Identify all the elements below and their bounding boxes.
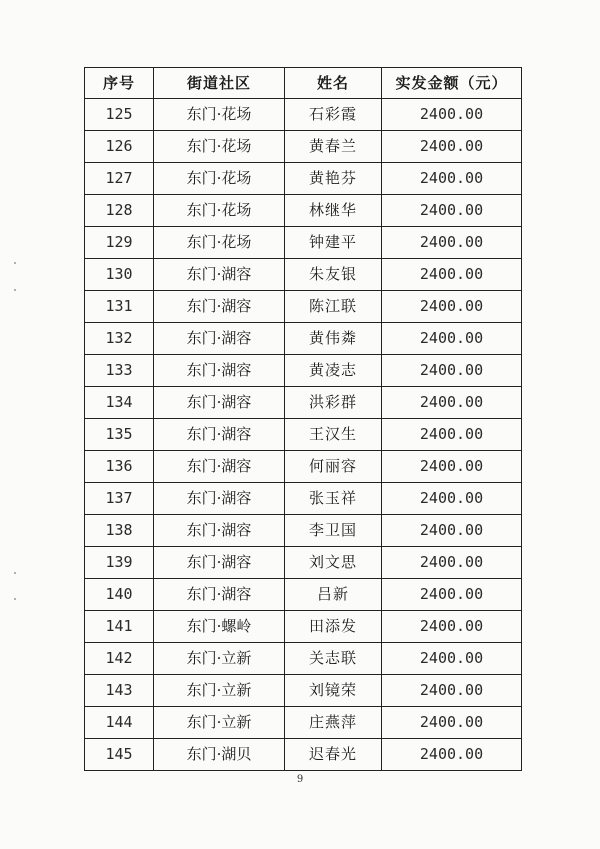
table-row bbox=[85, 99, 522, 131]
row-street: 东门·湖容 bbox=[154, 547, 285, 579]
row-name: 林继华 bbox=[285, 195, 382, 227]
row-street: 东门·湖容 bbox=[154, 291, 285, 323]
row-number: 135 bbox=[85, 419, 154, 451]
row-amount: 2400.00 bbox=[382, 99, 522, 131]
row-name: 张玉祥 bbox=[285, 483, 382, 515]
row-amount: 2400.00 bbox=[382, 259, 522, 291]
row-name: 朱友银 bbox=[285, 259, 382, 291]
row-street: 东门·湖容 bbox=[154, 387, 285, 419]
row-street: 东门·湖容 bbox=[154, 355, 285, 387]
row-street: 东门·花场 bbox=[154, 195, 285, 227]
table-row bbox=[85, 547, 522, 579]
table-row bbox=[85, 707, 522, 739]
row-name: 陈江联 bbox=[285, 291, 382, 323]
table-row bbox=[85, 675, 522, 707]
row-name: 洪彩群 bbox=[285, 387, 382, 419]
table-body bbox=[85, 99, 522, 771]
row-number: 140 bbox=[85, 579, 154, 611]
header-no: 序号 bbox=[85, 68, 154, 99]
row-number: 128 bbox=[85, 195, 154, 227]
table-row bbox=[85, 227, 522, 259]
row-street: 东门·湖容 bbox=[154, 419, 285, 451]
row-number: 145 bbox=[85, 739, 154, 771]
table-row bbox=[85, 291, 522, 323]
row-amount: 2400.00 bbox=[382, 451, 522, 483]
row-amount: 2400.00 bbox=[382, 547, 522, 579]
scan-speck bbox=[14, 289, 16, 291]
row-street: 东门·湖容 bbox=[154, 579, 285, 611]
table-row bbox=[85, 643, 522, 675]
row-amount: 2400.00 bbox=[382, 483, 522, 515]
row-number: 130 bbox=[85, 259, 154, 291]
table-row bbox=[85, 163, 522, 195]
row-name: 石彩霞 bbox=[285, 99, 382, 131]
row-number: 138 bbox=[85, 515, 154, 547]
row-number: 132 bbox=[85, 323, 154, 355]
table-row bbox=[85, 579, 522, 611]
row-street: 东门·湖容 bbox=[154, 515, 285, 547]
row-amount: 2400.00 bbox=[382, 611, 522, 643]
row-name: 吕新 bbox=[285, 579, 382, 611]
row-street: 东门·花场 bbox=[154, 227, 285, 259]
row-street: 东门·湖容 bbox=[154, 483, 285, 515]
row-amount: 2400.00 bbox=[382, 195, 522, 227]
row-number: 136 bbox=[85, 451, 154, 483]
row-name: 迟春光 bbox=[285, 739, 382, 771]
row-street: 东门·立新 bbox=[154, 675, 285, 707]
scan-speck bbox=[14, 598, 16, 600]
row-number: 133 bbox=[85, 355, 154, 387]
header-name: 姓名 bbox=[285, 68, 382, 99]
row-number: 141 bbox=[85, 611, 154, 643]
row-number: 127 bbox=[85, 163, 154, 195]
row-amount: 2400.00 bbox=[382, 707, 522, 739]
row-number: 142 bbox=[85, 643, 154, 675]
row-street: 东门·立新 bbox=[154, 643, 285, 675]
row-street: 东门·螺岭 bbox=[154, 611, 285, 643]
row-amount: 2400.00 bbox=[382, 163, 522, 195]
row-amount: 2400.00 bbox=[382, 131, 522, 163]
row-amount: 2400.00 bbox=[382, 739, 522, 771]
row-street: 东门·花场 bbox=[154, 131, 285, 163]
row-street: 东门·湖容 bbox=[154, 259, 285, 291]
row-street: 东门·湖容 bbox=[154, 451, 285, 483]
scan-speck bbox=[14, 572, 16, 574]
table-row bbox=[85, 323, 522, 355]
row-name: 钟建平 bbox=[285, 227, 382, 259]
row-name: 李卫国 bbox=[285, 515, 382, 547]
payment-table bbox=[84, 67, 522, 771]
table-row bbox=[85, 355, 522, 387]
table-row bbox=[85, 195, 522, 227]
table-row bbox=[85, 515, 522, 547]
table-row bbox=[85, 739, 522, 771]
row-street: 东门·湖容 bbox=[154, 323, 285, 355]
row-name: 王汉生 bbox=[285, 419, 382, 451]
row-amount: 2400.00 bbox=[382, 643, 522, 675]
table-row bbox=[85, 451, 522, 483]
header-street: 街道社区 bbox=[154, 68, 285, 99]
row-name: 黄艳芬 bbox=[285, 163, 382, 195]
page-number: 9 bbox=[296, 774, 304, 785]
row-amount: 2400.00 bbox=[382, 355, 522, 387]
row-street: 东门·湖贝 bbox=[154, 739, 285, 771]
row-name: 庄燕萍 bbox=[285, 707, 382, 739]
row-amount: 2400.00 bbox=[382, 227, 522, 259]
row-name: 刘镜荣 bbox=[285, 675, 382, 707]
row-amount: 2400.00 bbox=[382, 291, 522, 323]
row-amount: 2400.00 bbox=[382, 387, 522, 419]
table-row bbox=[85, 419, 522, 451]
row-number: 129 bbox=[85, 227, 154, 259]
row-name: 黄春兰 bbox=[285, 131, 382, 163]
row-number: 126 bbox=[85, 131, 154, 163]
row-name: 关志联 bbox=[285, 643, 382, 675]
row-street: 东门·花场 bbox=[154, 163, 285, 195]
row-name: 黄凌志 bbox=[285, 355, 382, 387]
row-amount: 2400.00 bbox=[382, 419, 522, 451]
table-row bbox=[85, 259, 522, 291]
row-number: 131 bbox=[85, 291, 154, 323]
row-number: 125 bbox=[85, 99, 154, 131]
table-row bbox=[85, 611, 522, 643]
row-name: 刘文思 bbox=[285, 547, 382, 579]
table-row bbox=[85, 131, 522, 163]
row-amount: 2400.00 bbox=[382, 323, 522, 355]
row-number: 134 bbox=[85, 387, 154, 419]
row-amount: 2400.00 bbox=[382, 579, 522, 611]
row-number: 144 bbox=[85, 707, 154, 739]
row-name: 黄伟粦 bbox=[285, 323, 382, 355]
scan-speck bbox=[14, 262, 16, 264]
row-amount: 2400.00 bbox=[382, 515, 522, 547]
row-number: 143 bbox=[85, 675, 154, 707]
row-number: 137 bbox=[85, 483, 154, 515]
row-number: 139 bbox=[85, 547, 154, 579]
row-street: 东门·花场 bbox=[154, 99, 285, 131]
row-amount: 2400.00 bbox=[382, 675, 522, 707]
row-name: 田添发 bbox=[285, 611, 382, 643]
header-amount: 实发金额（元） bbox=[382, 68, 522, 99]
table-header-row bbox=[85, 68, 522, 99]
row-street: 东门·立新 bbox=[154, 707, 285, 739]
table-row bbox=[85, 483, 522, 515]
row-name: 何丽容 bbox=[285, 451, 382, 483]
table-row bbox=[85, 387, 522, 419]
